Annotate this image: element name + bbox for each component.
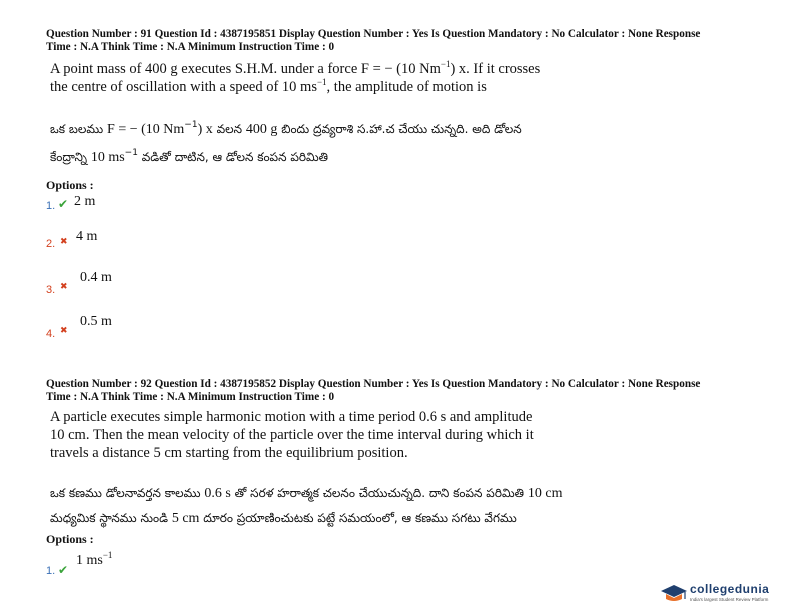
text-span: ) x. If it crosses [450,61,541,77]
option-number: 1. [46,200,56,212]
options-label: Options : [46,532,94,546]
telugu-text: కేంద్రాన్ని [50,150,87,164]
graduation-cap-icon [660,582,688,606]
option-number: 2. [46,238,56,250]
option-number: 3. [46,284,56,296]
telugu-question-line2 [50,509,517,528]
telugu-question-line1 [50,484,562,503]
formula-text: 0.6 s [204,486,231,501]
wrong-cross-icon: ✖ [60,326,68,336]
text-span: the centre of oscillation with a speed of 10 ms [50,79,317,95]
question-text-line [50,78,540,96]
superscript: −1 [124,148,138,158]
option-text: 0.5 m [80,314,112,329]
telugu-question-line1 [50,120,522,139]
option-number: 1. [46,565,56,577]
question-text [50,408,534,462]
question-text-line: travels a distance 5 cm starting from the equilibrium position. [50,445,408,461]
formula-text: 400 g [245,122,278,137]
correct-check-icon: ✔ [58,563,69,577]
logo-tagline: India's largest Student Review Platform [690,597,769,602]
telugu-text: వడితో దాటిన, ఆ డోలన కంపన పరిమితి [141,150,329,164]
option-text [76,550,113,569]
superscript: −1 [316,77,327,87]
question-text-line [50,60,540,78]
superscript: −1 [184,120,198,130]
option-text: 0.4 m [80,270,112,285]
formula-text: 10 ms [90,150,125,165]
question-text-line: A particle executes simple harmonic motion with a time period 0.6 s and amplitude [50,409,533,425]
question-header-line2: Time : N.A Think Time : N.A Minimum Instruction Time : 0 [46,41,335,53]
question-header-line1: Question Number : 92 Question Id : 4387195852 Display Question Number : Yes Is Question Mandatory : No Calculator : None Response [46,378,701,390]
superscript: −1 [102,550,113,560]
telugu-question-line2 [50,148,328,167]
option-text: 4 m [76,229,98,244]
telugu-text: వలన [216,122,243,136]
option-text: 2 m [74,194,96,209]
option-number: 4. [46,328,56,340]
options-label: Options : [46,178,94,192]
formula-text: 10 cm [527,486,563,501]
telugu-text: దూరం ప్రయాణించుటకు పట్టే సమయంలో, ఆ కణము సగటు వేగము [203,511,517,525]
question-header-line1: Question Number : 91 Question Id : 4387195851 Display Question Number : Yes Is Question Mandatory : No Calculator : None Response [46,28,701,40]
option-text-value: 1 ms [76,553,103,568]
telugu-text: తో సరళ హరాత్మక చలనం చేయుచున్నది. దాని కంపన పరిమితి [234,486,525,500]
wrong-cross-icon: ✖ [60,237,68,247]
formula-text: F = − (10 Nm [107,122,185,137]
question-header-line2: Time : N.A Think Time : N.A Minimum Instruction Time : 0 [46,391,335,403]
question-header [46,378,754,404]
telugu-text: ఒక కణము డోలనావర్తన కాలము [50,486,201,500]
collegedunia-logo [660,582,788,606]
question-header [46,28,754,54]
question-text-line: 10 cm. Then the mean velocity of the particle over the time interval during which it [50,427,534,443]
telugu-text: బిందు ద్రవ్యరాశి స.హా.చ చేయు చున్నది. అది డోలన [281,122,522,136]
telugu-text: మధ్యమిక స్థానము నుండి [50,511,168,525]
text-span: A point mass of 400 g executes S.H.M. under a force F = − (10 Nm [50,61,441,77]
superscript: −1 [440,59,451,69]
correct-check-icon: ✔ [58,197,69,211]
wrong-cross-icon: ✖ [60,282,68,292]
text-span: , the amplitude of motion is [326,79,487,95]
formula-text: 5 cm [171,511,200,526]
formula-text: ) x [197,122,213,137]
question-text [50,60,540,96]
telugu-text: ఒక బలము [50,122,104,136]
logo-name: collegedunia [690,582,770,596]
